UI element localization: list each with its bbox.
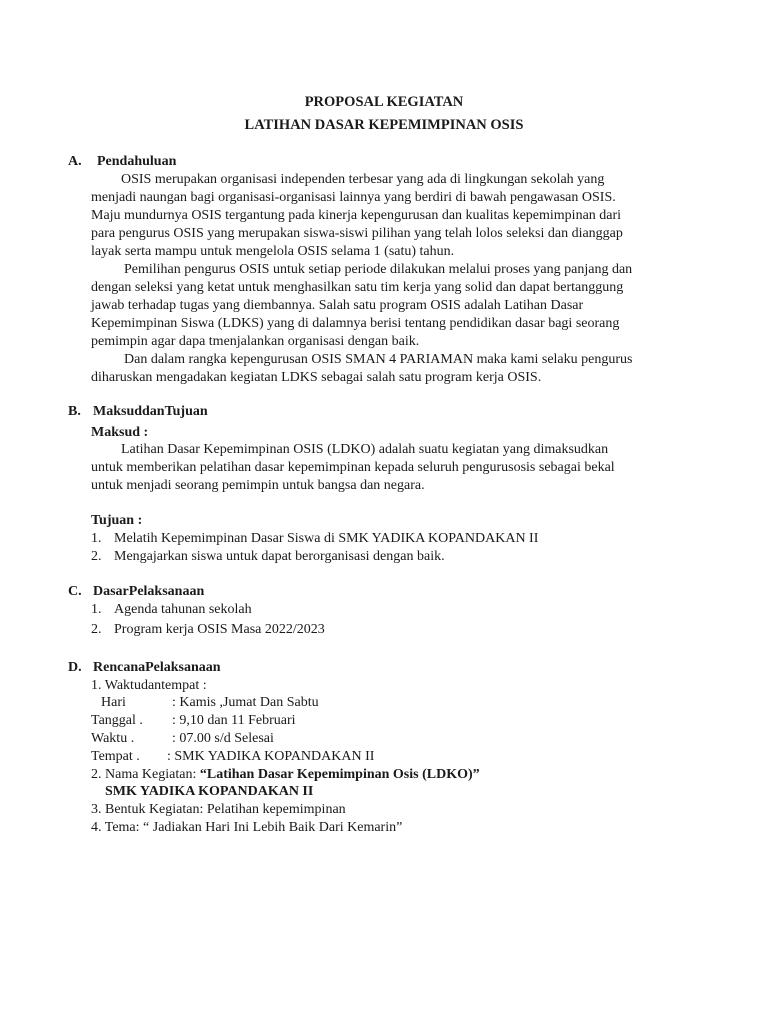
tema: 4. Tema: “ Jadiakan Hari Ini Lebih Baik Dari Kemarin” — [91, 820, 403, 835]
maksud-label: Maksud : — [91, 425, 149, 440]
tujuan-item-text: Mengajarkan siswa untuk dapat berorganisasi dengan baik. — [114, 549, 445, 564]
bentuk-kegiatan: 3. Bentuk Kegiatan: Pelatihan kepemimpinan — [91, 802, 346, 817]
dasar-item-text: Agenda tahunan sekolah — [114, 602, 252, 617]
nama-kegiatan-school: SMK YADIKA KOPANDAKAN II — [105, 784, 314, 799]
hari-label: Hari — [101, 695, 126, 710]
section-d-heading: RencanaPelaksanaan — [93, 660, 221, 675]
section-b-letter: B. — [68, 404, 81, 419]
tujuan-item-number: 2. — [91, 549, 102, 564]
section-a-line: Dan dalam rangka kepengurusan OSIS SMAN 4 PARIAMAN maka kami selaku pengurus — [124, 352, 633, 367]
section-a-line: Kepemimpinan Siswa (LDKS) yang di dalamnya berisi tentang pendidikan dasar bagi seorang — [91, 316, 620, 331]
section-a-line: pemimpin agar dapa tmenjalankan organisasi dengan baik. — [91, 334, 420, 349]
section-b-heading: MaksuddanTujuan — [93, 404, 208, 419]
section-a-line: Pemilihan pengurus OSIS untuk setiap periode dilakukan melalui proses yang panjang dan — [124, 262, 633, 277]
waktu-value: : 07.00 s/d Selesai — [172, 731, 274, 746]
section-a-letter: A. — [68, 154, 82, 169]
tempat-value: : SMK YADIKA KOPANDAKAN II — [167, 749, 375, 764]
tempat-label: Tempat . — [91, 749, 140, 764]
section-a-line: OSIS merupakan organisasi independen terbesar yang ada di lingkungan sekolah yang — [121, 172, 605, 187]
nama-kegiatan-label: 2. Nama Kegiatan: — [91, 767, 200, 782]
section-a-line: para pengurus OSIS yang merupakan siswa-siswi pilihan yang telah lolos seleksi dan dianggap — [91, 226, 623, 241]
section-a-line: diharuskan mengadakan kegiatan LDKS sebagai salah satu program kerja OSIS. — [91, 370, 542, 385]
maksud-line: untuk menjadi seorang pemimpin untuk bangsa dan negara. — [91, 478, 425, 493]
tanggal-label: Tanggal . — [91, 713, 143, 728]
maksud-line: untuk memberikan pelatihan dasar kepemimpinan kepada seluruh pengurusosis sebagai bekal — [91, 460, 615, 475]
maksud-line: Latihan Dasar Kepemimpinan OSIS (LDKO) adalah suatu kegiatan yang dimaksudkan — [121, 442, 609, 457]
section-a-line: dengan seleksi yang ketat untuk menghasilkan satu tim kerja yang solid dan dapat bertanggung — [91, 280, 624, 295]
section-a-line: jawab terhadap tugas yang diembannya. Salah satu program OSIS adalah Latihan Dasar — [91, 298, 584, 313]
section-d-letter: D. — [68, 660, 82, 675]
section-c-letter: C. — [68, 584, 82, 599]
dasar-item-text: Program kerja OSIS Masa 2022/2023 — [114, 622, 325, 637]
section-a-line: layak serta mampu untuk mengelola OSIS selama 1 (satu) tahun. — [91, 244, 455, 259]
waktu-tempat-label: 1. Waktudantempat : — [91, 678, 207, 693]
nama-kegiatan-line — [91, 766, 480, 783]
tanggal-value: : 9,10 dan 11 Februari — [172, 713, 296, 728]
nama-kegiatan-value: “Latihan Dasar Kepemimpinan Osis (LDKO)” — [199, 767, 480, 782]
section-a-line: menjadi naungan bagi organisasi-organisasi lainnya yang berdiri di bawah pengawasan OSIS. — [91, 190, 616, 205]
hari-value: : Kamis ,Jumat Dan Sabtu — [172, 695, 319, 710]
tujuan-item-number: 1. — [91, 531, 102, 546]
section-a-line: Maju mundurnya OSIS tergantung pada kinerja kepengurusan dan kualitas kepemimpinan dari — [91, 208, 622, 223]
title-line-2: LATIHAN DASAR KEPEMIMPINAN OSIS — [244, 117, 524, 133]
section-c-heading: DasarPelaksanaan — [93, 584, 205, 599]
title-line-1: PROPOSAL KEGIATAN — [304, 94, 464, 110]
dasar-item-number: 2. — [91, 622, 102, 637]
waktu-label: Waktu . — [91, 731, 135, 746]
dasar-item-number: 1. — [91, 602, 102, 617]
tujuan-label: Tujuan : — [91, 513, 143, 528]
tujuan-item-text: Melatih Kepemimpinan Dasar Siswa di SMK YADIKA KOPANDAKAN II — [114, 531, 539, 546]
section-a-heading: Pendahuluan — [97, 154, 177, 169]
